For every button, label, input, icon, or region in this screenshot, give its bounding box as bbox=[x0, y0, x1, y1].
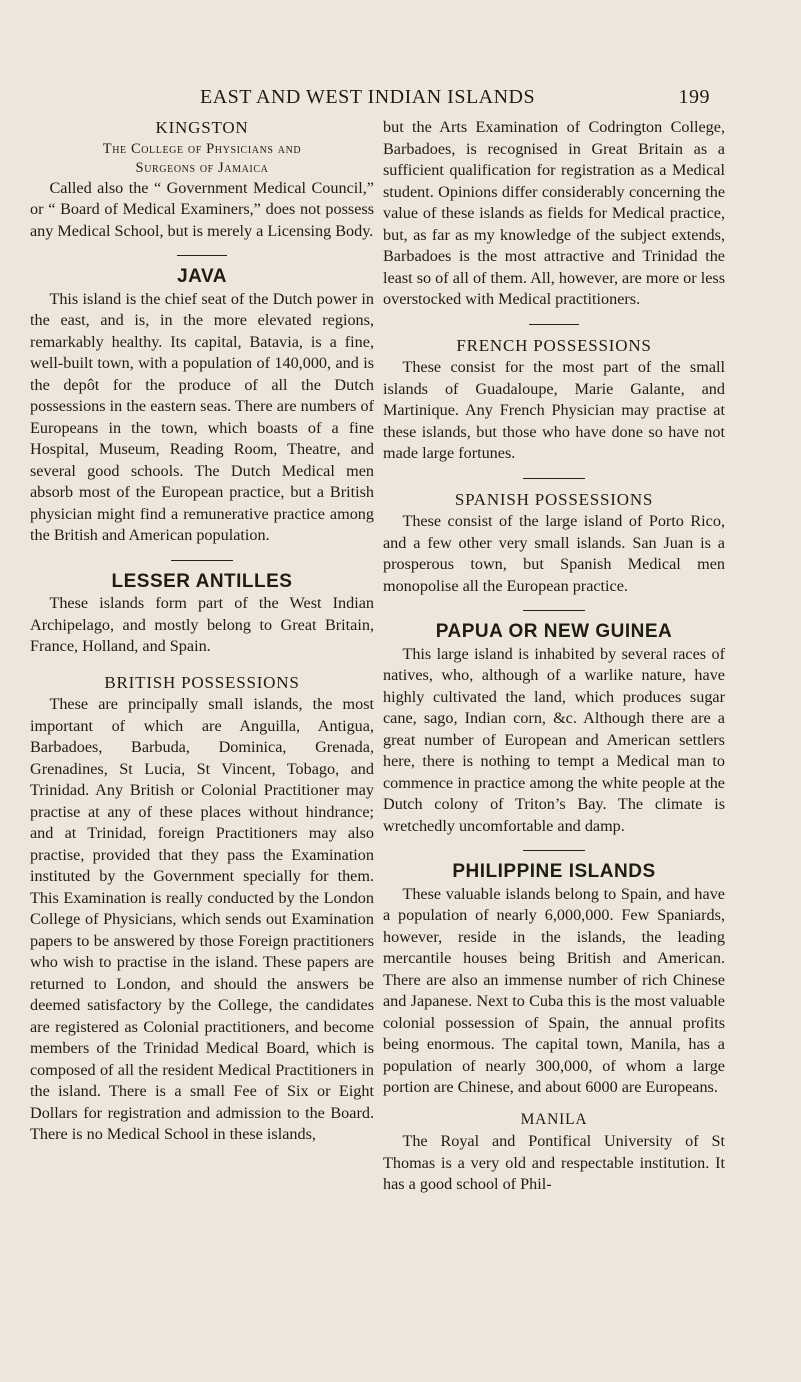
section-divider bbox=[523, 850, 585, 851]
papua-heading: PAPUA OR NEW GUINEA bbox=[435, 621, 673, 642]
french-possessions-paragraph: These consist for the most part of the small islands of Guadaloupe, Marie Galante, and Martinique. Any French Physician may practise at these islands, but those who have done so have not made large fortunes. bbox=[383, 358, 725, 462]
section-divider bbox=[523, 478, 585, 479]
papua-paragraph: This large island is inhabited by several races of natives, who, although of a warlike nature, have highly cultivated the land, which produces sugar cane, sago, Indian corn, &c. Although there are a great number of European and American settlers here, there is nothing to tempt a Medical man to commence in practice among the white people at the Dutch colony of Triton’s Bay. The climate is wretchedly uncomfortable and damp. bbox=[383, 644, 725, 835]
philippine-heading: PHILIPPINE ISLANDS bbox=[452, 861, 656, 882]
british-possessions-paragraph: These are principally small islands, the most important of which are Anguilla, Antigua, Barbadoes, Barbuda, Dominica, Grenada, Grenadines, St Lucia, St Vincent, Tobago, and Trinidad. Any British or Colonial Practitioner may practise at any of these places without hindrance; and at Trinidad, foreign Practitioners may also practise, provided that they pass the Examination instituted by the Government specially for them. This Examination is really conducted by the London College of Physicians, which sends out Examination papers to be answered by those Foreign practitioners who wish to practise in the island. These papers are returned to London, and should the answers be deemed satisfactory by the College, the candidates are registered as Colonial practitioners, and become members of the Trinidad Medical Board, which is composed of all the resident Medical Practitioners in the island. There is a small Fee of Six or Eight Dollars for registration and admission to the Board. There is no Medical School in these islands, bbox=[30, 695, 374, 1143]
section-divider bbox=[529, 324, 579, 325]
spanish-possessions-heading: SPANISH POSSESSIONS bbox=[454, 489, 654, 509]
college-paragraph: Called also the “ Government Medical Council,” or “ Board of Medical Examiners,” does not possess any Medical School, but is merely a Licensing Body. bbox=[30, 178, 374, 240]
manila-paragraph: The Royal and Pontifical University of St Thomas is a very old and respectable institution. It has a good school of Phil- bbox=[383, 1132, 725, 1193]
running-title: EAST AND WEST INDIAN ISLANDS bbox=[200, 86, 536, 108]
spanish-possessions-paragraph: These consist of the large island of Porto Rico, and a few other very small islands. San Juan is a prosperous town, but Spanish Medical men monopolise all the European practice. bbox=[383, 512, 725, 595]
kingston-heading: KINGSTON bbox=[155, 118, 249, 137]
right-column bbox=[383, 117, 725, 1196]
college-subheading-2: Surgeons of Jamaica bbox=[135, 159, 269, 176]
philippine-paragraph: These valuable islands belong to Spain, and have a population of nearly 6,000,000. Few Spaniards, however, reside in the islands, the leading mercantile houses being British and American. There are also an immense number of rich Chinese and Japanese. Next to Cuba this is the most valuable colonial possession of Spain, the annual profits being enormous. The capital town, Manila, has a population of nearly 300,000, of whom a large portion are Chinese, and about 6000 are Europeans. bbox=[383, 884, 725, 1096]
college-subheading-1: The College of Physicians and bbox=[102, 140, 302, 157]
page-number: 199 bbox=[678, 86, 710, 108]
lesser-antilles-heading: LESSER ANTILLES bbox=[111, 570, 293, 592]
manila-heading: MANILA bbox=[520, 1110, 588, 1128]
arts-exam-paragraph: but the Arts Examination of Codrington College, Barbadoes, is recognised in Great Britain as a sufficient qualification for registration as a Medical student. Opinions differ considerably concerning the value of these islands as fields for Medical practice, but, as far as my knowledge of the subject extends, Barbadoes is the most attractive and Trinidad the least so of all of them. All, however, are more or less overstocked with Medical practitioners. bbox=[383, 118, 725, 308]
section-divider bbox=[523, 610, 585, 611]
java-paragraph: This island is the chief seat of the Dutch power in the east, and is, in the more elevated regions, remarkably healthy. Its capital, Batavia, is a fine, well-built town, with a population of 140,000, and is the depôt for the produce of all the Dutch possessions in the eastern seas. There are numbers of Europeans in the town, which boasts of a fine Hospital, Museum, Reading Room, Theatre, and several good schools. The Dutch Medical men absorb most of the European practice, but a British physician might find a remunerative practice among the British and American population. bbox=[30, 289, 374, 544]
section-divider bbox=[177, 255, 227, 256]
java-heading: JAVA bbox=[177, 266, 227, 287]
british-possessions-heading: BRITISH POSSESSIONS bbox=[104, 672, 300, 692]
left-column bbox=[30, 117, 374, 1146]
lesser-antilles-paragraph: These islands form part of the West Indian Archipelago, and mostly belong to Great Britain, France, Holland, and Spain. bbox=[30, 594, 374, 655]
section-divider bbox=[171, 560, 233, 561]
french-possessions-heading: FRENCH POSSESSIONS bbox=[456, 335, 652, 355]
